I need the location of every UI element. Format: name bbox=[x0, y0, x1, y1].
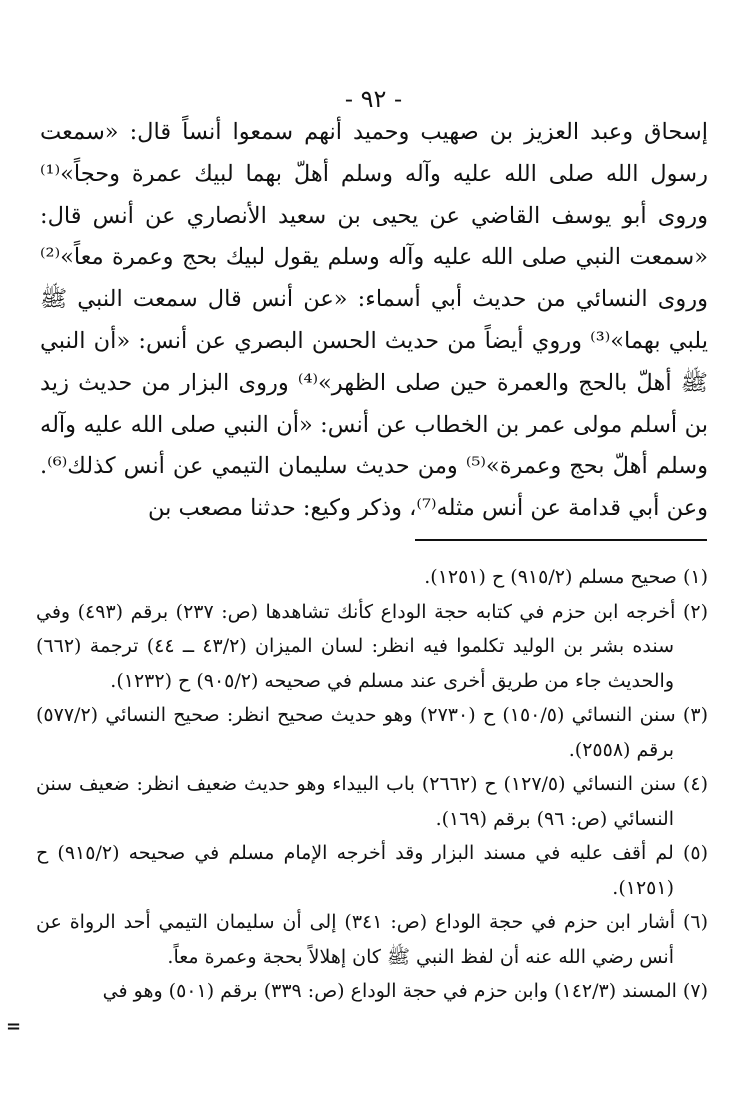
footnote-4: (٤) سنن النسائي (١٢٧/٥) ح (٢٦٦٢) باب البيداء وهو حديث ضعيف انظر: ضعيف سنن النسائي (ص: ٩٦) برقم (١٦٩). bbox=[36, 773, 708, 830]
footnote-6: (٦) أشار ابن حزم في حجة الوداع (ص: ٣٤١) إلى أن سليمان التيمي أحد الرواة عن أنس رضي الله عنه أن لفظ النبي ﷺ كان إهلالاً بحجة وعمرة معاً. bbox=[36, 911, 709, 968]
margin-continuation-mark: = bbox=[6, 1016, 22, 1037]
footnote-3: (٣) سنن النسائي (١٥٠/٥) ح (٢٧٣٠) وهو حديث صحيح انظر: صحيح النسائي (٥٧٧/٢) برقم (٢٥٥٨). bbox=[36, 704, 708, 761]
main-text bbox=[40, 112, 708, 530]
footnote-5: (٥) لم أقف عليه في مسند البزار وقد أخرجه الإمام مسلم في صحيحه (٩١٥/٢) ح (١٢٥١). bbox=[36, 842, 709, 899]
footnote-1: (١) صحيح مسلم (٩١٥/٢) ح (١٢٥١). bbox=[424, 566, 708, 588]
footnote-separator bbox=[415, 539, 707, 541]
page-number: - ٩٢ - bbox=[344, 85, 403, 113]
footnote-2: (٢) أخرجه ابن حزم في كتابه حجة الوداع كأنك تشاهدها (ص: ٢٣٧) برقم (٤٩٣) وفي سنده بشر بن الوليد تكلموا فيه انظر: لسان الميزان (٤٣/٢ ــ ٤٤) ترجمة (٦٦٢) والحديث جاء من طريق أخرى عند مسلم في صحيحه (٩٠٥/٢) ح (١٢٣٢). bbox=[36, 600, 708, 692]
footnote-7: (٧) المسند (١٤٢/٣) وابن حزم في حجة الوداع (ص: ٣٣٩) برقم (٥٠١) وهو في bbox=[102, 980, 708, 1002]
body-paragraph: إسحاق وعبد العزيز بن صهيب وحميد أنهم سمعوا أنساً قال: «سمعت رسول الله صلى الله عليه وآله وسلم أهلّ بهما لبيك عمرة وحجاً»⁽¹⁾ وروى أبو يوسف القاضي عن يحيى بن سعيد الأنصاري عن أنس قال: «سمعت النبي صلى الله عليه وآله وسلم يقول لبيك بحج وعمرة معاً»⁽²⁾ وروى النسائي من حديث أبي أسماء: «عن أنس قال سمعت النبي ﷺ يلبي بهما»⁽³⁾ وروي أيضاً من حديث الحسن البصري عن أنس: «أن النبي ﷺ أهلّ بالحج والعمرة حين صلى الظهر»⁽⁴⁾ وروى البزار من حديث زيد بن أسلم مولى عمر بن الخطاب عن أنس: «أن النبي صلى الله عليه وآله وسلم أهلّ بحج وعمرة»⁽⁵⁾ ومن حديث سليمان التيمي عن أنس كذلك⁽⁶⁾. وعن أبي قدامة عن أنس مثله⁽⁷⁾، وذكر وكيع: حدثنا مصعب بن bbox=[40, 119, 709, 522]
footnotes bbox=[36, 560, 708, 1009]
